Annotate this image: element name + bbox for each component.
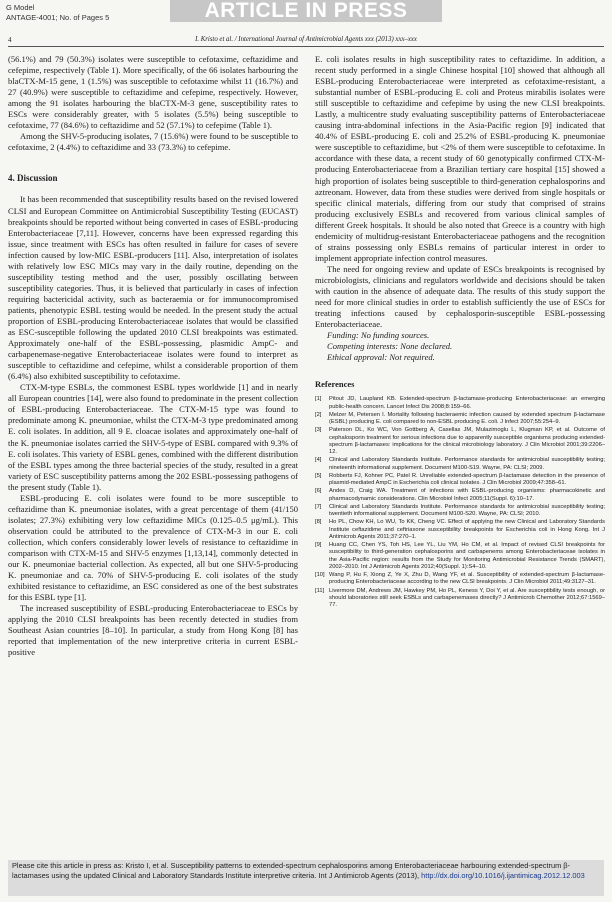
reference-item (315, 412, 605, 427)
citation-box (8, 860, 604, 896)
article-in-press-banner: ARTICLE IN PRESS (170, 0, 442, 22)
paragraph: E. coli isolates results in high susceptibility rates to ceftazidime. In addition, a recent study performed in a single Chinese hospital [10] showed that although all ESBL-producing Enterobacteriaceae were interpreted as cefotaxime-resistant, a substantial number of ESBL-producing E. coli and Proteus mirabilis isolates were still susceptible to ceftazidime and cefepime by using the new CLSI breakpoints. Lastly, a multicentre study evaluating susceptibility patterns of Enterobacteriaceae causing intra-abdominal infections in the Asia-Pacific region [9] indicated that 40.4% of ESBL-producing E. coli and 25.2% of ESBL-producing K. pneumoniae were susceptible to ceftazidime, but <2% of them were susceptible to cefotaxime. In accordance with these data, a recent study of 60 genotypically confirmed CTX-M-producing Enterobacteriaceae from a Brazilian tertiary care hospital [15] showed a high proportion of isolates being susceptible to third-generation cephalosporins and aztreonam. However, data from these studies were derived from single hospitals or specific clinical materials, differing from our study that comprised of strains producing exclusively ESBLs and recovered from various clinical samples of different Greek hospitals. It should be also noted that Greece is a country with high endemicity of multidrug-resistant Enterobacteriaceae pathogens and the recognition of strains possessing only ESBLs remains of particular interest in order to implement appropriate infection control measures. (315, 54, 605, 263)
article-id: ANTAGE-4001; No. of Pages 5 (6, 13, 110, 22)
manuscript-info (6, 3, 109, 23)
reference-number: [3] (315, 427, 322, 434)
reference-number: [5] (315, 472, 322, 479)
reference-number: [4] (315, 457, 322, 464)
reference-number: [2] (315, 411, 322, 418)
paragraph: (56.1%) and 79 (50.3%) isolates were susceptible to cefotaxime, ceftazidime and cefepime, respectively (Table 1). More specifically, of the 66 isolates harbouring the blaCTX-M-15 gene, 1 (1.5%) was susceptible to cefotaxime whilst 11 (16.7%) and 27 (40.9%) were susceptible to ceftazidime and cefepime, respectively. However, among the 91 isolates harbouring the blaCTX-M-3 gene, susceptibility rates to ESCs were considerably greater, with 5 isolates (5.5%) being susceptible to cefotaxime, 77 (84.6%) to ceftazidime and 52 (57.1%) to cefepime (Table 1). (8, 54, 298, 131)
reference-text: Robberts FJ, Kohner PC, Patel R. Unreliable extended-spectrum β-lactamase detection in the presence of plasmid-mediated AmpC in Escherichia coli clinical isolates. J Clin Microbiol 2009;47:358–61. (329, 472, 605, 487)
reference-number: [1] (315, 396, 322, 403)
reference-text: Clinical and Laboratory Standards Institute. Performance standards for antimicrobial susceptibility testing; nineteenth informational supplement. Document M100-S19. Wayne, PA: CLSI; 2009. (329, 457, 605, 471)
reference-item (315, 504, 605, 519)
paragraph: CTX-M-type ESBLs, the commonest ESBL types worldwide [1] and in nearly all European countries [14], were also found to predominate in the present collection of ESBL-producing Enterobacteriaceae. The CTX-M-15 type was found to predominate among K. pneumoniae, whilst the CTX-M-3 type predominated among E. coli isolates. In addition, all 9 E. cloacae isolates and approximately one-half of the K. pneumoniae isolates carried the SHV-5-type of ESBL compared with 9.3% of E. coli isolates. This variety of ESBL genes, combined with the different distribution of the ESBL types among the three bacterial species of the study, resulted in a great variety of ESC susceptibility patterns among the 202 ESBL-possessing pathogens of the present study (Table 1). (8, 382, 298, 492)
paragraph: It has been recommended that susceptibility results based on the revised lowered CLSI and European Committee on Antimicrobial Susceptibility Testing (EUCAST) breakpoints should be reported without being converted in cases of ESBL-producing Enterobacteriaceae [7,11]. However, concerns have been expressed regarding this issue, since treatment with ESCs has often resulted in failure for cases of severe infection caused by low-MIC ESBL-producers [11]. Also, interpretation of isolates with relatively low ESC MICs may vary in the daily routine, depending on the susceptibility testing method and the user, possibly oscillating between susceptibility categories. Thus, it is believed that particularly in cases of infection requiring bactericidal activity, such as bacteraemia or for immunocompromised patients, phenotypic ESBL testing would be needed. In the present study the actual proportion of ESBL-producing Enterobacteriaceae isolates that would be classified as ESC-susceptible following the updated 2010 CLSI breakpoints was estimated. Approximately one-half of the ESBL-possessing, plasmidic AmpC- and carbapenemase-negative Enterobacteriaceae isolates were found to interpret as susceptible to ceftazidime and cefepime, whilst a considerable proportion of them (6.4%) also exhibited susceptibility to cefotaxime. (8, 194, 298, 382)
reference-item (315, 572, 605, 587)
reference-number: [9] (315, 542, 322, 549)
reference-item (315, 488, 605, 503)
reference-text: Melzer M, Petersen I. Mortality following bacteraemic infection caused by extended spectrum β-lactamase (ESBL) producing E. coli compared to non-ESBL producing E. coli. J Infect 2007;55:254–9. (329, 411, 605, 426)
reference-item (315, 427, 605, 456)
reference-text: Ho PL, Chow KH, Lo WU, To KK, Cheng VC. Effect of applying the new Clinical and Laboratory Standards Institute ceftazidime and ceftriaxone susceptibility breakpoints for Escherichia coli in Hong Kong. Int J Antimicrob Agents 2011;37:270–1. (329, 519, 605, 540)
funding-statement: Funding: No funding sources. (327, 330, 430, 341)
reference-text: Andes D, Craig WA. Treatment of infections with ESBL-producing organisms: pharmacokinetic and pharmacodynamic considerations. Clin Microbiol Infect 2005;11(Suppl. 6):10–17. (329, 488, 605, 502)
reference-number: [10] (315, 572, 325, 579)
journal-running-title: I. Kristo et al. / International Journal of Antimicrobial Agents xxx (2013) xxx–xxx (195, 36, 417, 43)
reference-number: [7] (315, 503, 322, 510)
references-heading: References (315, 379, 355, 390)
page-header (0, 0, 612, 44)
reference-item (315, 542, 605, 571)
reference-item (315, 588, 605, 610)
reference-text: Huang CC, Chen YS, Toh HS, Lee YL, Liu YM, Ho CM, et al. Impact of revised CLSI breakpoints for susceptibility to third-generation cephalosporins and carbapenems among Enterobacteriaceae isolates in the Asia-Pacific region: results from the Study for Monitoring Antimicrobial Resistance Trends (SMART), 2002–2010. Int J Antimicrob Agents 2012;40(Suppl. 1):S4–10. (329, 542, 605, 570)
left-column (8, 54, 298, 658)
reference-number: [11] (315, 587, 325, 594)
paragraph: ESBL-producing E. coli isolates were found to be more susceptible to ceftazidime than K. pneumoniae isolates, with a great percentage of them (41/150 isolates; 27.3%) exhibiting very low ceftazidime MICs (0.125–0.5 μg/mL). This observation could be attributed to the prevalence of CTX-M-3 in our E. coli collection, which confers considerably lower levels of resistance to ceftazidime in comparison with CTX-M-15 and SHV-5 enzymes [1,13,14], commonly detected in our K. pneumoniae bacterial collection. As expected, all but one SHV-5-producing K. pneumoniae and ca. 70% of SHV-5-producing E. coli isolates of the study exhibited resistance to ceftazidime, an ESC considered as one of the best substrates for this ESBL type [1]. (8, 492, 298, 603)
reference-text: Wang P, Hu F, Xiong Z, Ye X, Zhu D, Wang YF, et al. Susceptibility of extended-spectrum β-lactamase-producing Enterobacteriaceae according to the new CLSI breakpoints. J Clin Microbiol 2011;49:3127–31. (329, 572, 605, 586)
reference-item (315, 519, 605, 541)
reference-item (315, 396, 605, 411)
page-number: 4 (8, 36, 12, 44)
paragraph: The increased susceptibility of ESBL-producing Enterobacteriaceae to ESCs by applying the 2010 CLSI breakpoints has been recently detected in studies from Southeast Asian countries [8–10]. In particular, a study from Hong Kong [8] has reported that implementation of the new interpretive criteria in current ESBL-positive (8, 603, 298, 658)
reference-list (315, 396, 605, 609)
reference-text: Paterson DL, Ko WC, Von Gottberg A, Casellas JM, Mulazimoglu L, Klugman KP, et al. Outcome of cephalosporin treatment for serious infections due to apparently susceptible organisms producing extended-spectrum β-lactamases: implications for the clinical microbiology laboratory. J Clin Microbiol 2001;39:2206–12. (329, 427, 605, 456)
reference-text: Clinical and Laboratory Standards Institute. Performance standards for antimicrobial susceptibility testing; twentieth informational supplement. Document M100-S20. Wayne, PA: CLSI; 2010. (329, 503, 605, 518)
citation-text: Please cite this article in press as: Kristo I, et al. Susceptibility patterns to extended-spectrum cephalosporins among Enterobacteriaceae harbouring extended-spectrum β-lactamases using the updated Clinical and Laboratory Standards Institute interpretive criteria. Int J Antimicrob Agents (2013), (12, 861, 571, 880)
reference-number: [8] (315, 519, 322, 526)
competing-interests: Competing interests: None declared. (327, 341, 453, 352)
reference-item (315, 457, 605, 472)
paragraph: The need for ongoing review and update of ESCs breakpoints is recognised by microbiologists, clinicians and regulators worldwide and decisions should be taken with caution in the absence of adequate data. The results of this study support the need for more clinical studies in order to establish sufficiently the use of ESCs for treating infections caused by cephalosporin-susceptible ESBL-possessing Enterobacteriaceae. (315, 263, 605, 330)
ethical-approval: Ethical approval: Not required. (327, 352, 435, 363)
section-heading: 4. Discussion (8, 173, 58, 184)
paragraph: Among the SHV-5-producing isolates, 7 (15.6%) were found to be susceptible to cefotaxime, 2 (4.4%) to ceftazidime and 33 (73.3%) to cefepime. (8, 131, 298, 153)
reference-text: Pitout JD, Laupland KB. Extended-spectrum β-lactamase-producing Enterobacteriaceae: an emerging public-health concern. Lancet Infect Dis 2008;8:159–66. (329, 396, 605, 410)
reference-item (315, 473, 605, 488)
right-column (315, 54, 605, 610)
gmodel-label: G Model (6, 3, 35, 12)
reference-text: Livermore DM, Andrews JM, Hawkey PM, Ho PL, Keness Y, Doi Y, et al. Are susceptibility tests enough, or should laboratories still seek ESBLs and carbapenemases directly? J Antimicrob Chemother 2012;67:1569–77. (329, 587, 605, 609)
reference-number: [6] (315, 488, 322, 495)
doi-link[interactable]: http://dx.doi.org/10.1016/j.ijantimicag.2012.12.003 (421, 870, 585, 880)
references-section (315, 379, 605, 609)
header-rule (8, 46, 604, 47)
